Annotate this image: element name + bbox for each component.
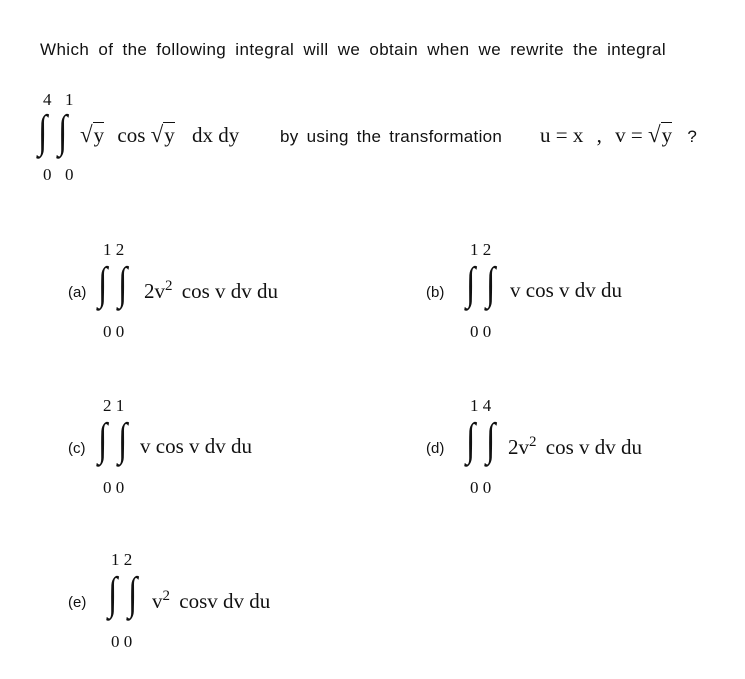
option-b-coef: v bbox=[510, 278, 521, 302]
option-c-integrand bbox=[140, 434, 252, 459]
option-a-exponent: 2 bbox=[165, 278, 173, 294]
transformation-phrase: by using the transformation bbox=[280, 127, 503, 146]
option-e-lower-limits: 0 0 bbox=[111, 632, 133, 651]
option-a-coef: 2v bbox=[144, 279, 165, 303]
sqrt-icon: √ bbox=[80, 122, 93, 147]
option-e-label: (e) bbox=[68, 594, 87, 611]
option-c-integral-sign-inner: ∫ bbox=[118, 415, 128, 466]
option-c-integral-sign-outer: ∫ bbox=[98, 415, 108, 466]
option-e-integrand bbox=[152, 588, 270, 614]
option-a-body: cos v dv du bbox=[181, 279, 278, 303]
option-d-lower-limits: 0 0 bbox=[470, 478, 492, 497]
radicand-1: y bbox=[93, 123, 105, 147]
option-c-label: (c) bbox=[68, 440, 86, 457]
v-equation-lhs: v = bbox=[615, 123, 643, 147]
option-d-coef: 2v bbox=[508, 435, 529, 459]
sqrt-icon: √ bbox=[150, 122, 164, 147]
u-equation: u = x bbox=[540, 123, 584, 147]
option-c-upper-limits: 2 1 bbox=[103, 396, 125, 415]
option-c-lower-limits: 0 0 bbox=[103, 478, 125, 497]
option-d-integrand bbox=[508, 434, 642, 460]
option-b-body: cos v dv du bbox=[525, 278, 622, 302]
question-mark: ? bbox=[687, 127, 697, 146]
option-a-integrand bbox=[144, 278, 278, 304]
option-d-exponent: 2 bbox=[529, 434, 537, 450]
integral-sign-inner: ∫ bbox=[58, 107, 68, 158]
option-b-integral-sign-inner: ∫ bbox=[486, 259, 496, 310]
upper-limit-inner: 1 bbox=[65, 90, 74, 109]
option-d-integral-sign-outer: ∫ bbox=[466, 415, 476, 466]
integral-sign-outer: ∫ bbox=[38, 107, 48, 158]
cos-word: cos bbox=[117, 123, 146, 147]
sqrt-icon: √ bbox=[647, 122, 661, 147]
option-a-label: (a) bbox=[68, 284, 87, 301]
option-b-label: (b) bbox=[426, 284, 445, 301]
original-integrand bbox=[80, 122, 239, 148]
option-b-upper-limits: 1 2 bbox=[470, 240, 492, 259]
option-e-upper-limits: 1 2 bbox=[111, 550, 133, 569]
differentials: dx dy bbox=[192, 123, 240, 147]
option-a-integral-sign-outer: ∫ bbox=[98, 259, 108, 310]
option-a-lower-limits: 0 0 bbox=[103, 322, 125, 341]
upper-limit-outer: 4 bbox=[43, 90, 52, 109]
transformation-equations bbox=[540, 122, 697, 148]
option-d-body: cos v dv du bbox=[545, 435, 642, 459]
question-text: Which of the following integral will we obtain when we rewrite the integral bbox=[40, 40, 667, 59]
option-b-integral-sign-outer: ∫ bbox=[466, 259, 476, 310]
option-e-exponent: 2 bbox=[162, 588, 170, 604]
option-a-integral-sign-inner: ∫ bbox=[118, 259, 128, 310]
option-e-coef: v bbox=[152, 589, 163, 613]
option-b-integrand bbox=[510, 278, 622, 303]
option-e-body: cosv dv du bbox=[179, 589, 271, 613]
v-radicand: y bbox=[661, 123, 673, 147]
lower-limit-inner: 0 bbox=[65, 165, 74, 184]
option-c-body: cos v dv du bbox=[155, 434, 252, 458]
option-d-upper-limits: 1 4 bbox=[470, 396, 492, 415]
option-c-coef: v bbox=[140, 434, 151, 458]
option-d-label: (d) bbox=[426, 440, 445, 457]
radicand-2: y bbox=[164, 123, 175, 147]
option-a-upper-limits: 1 2 bbox=[103, 240, 125, 259]
lower-limit-outer: 0 bbox=[43, 165, 52, 184]
option-b-lower-limits: 0 0 bbox=[470, 322, 492, 341]
comma: , bbox=[596, 123, 602, 147]
option-d-integral-sign-inner: ∫ bbox=[486, 415, 496, 466]
option-e-integral-sign-inner: ∫ bbox=[128, 569, 138, 620]
option-e-integral-sign-outer: ∫ bbox=[108, 569, 118, 620]
